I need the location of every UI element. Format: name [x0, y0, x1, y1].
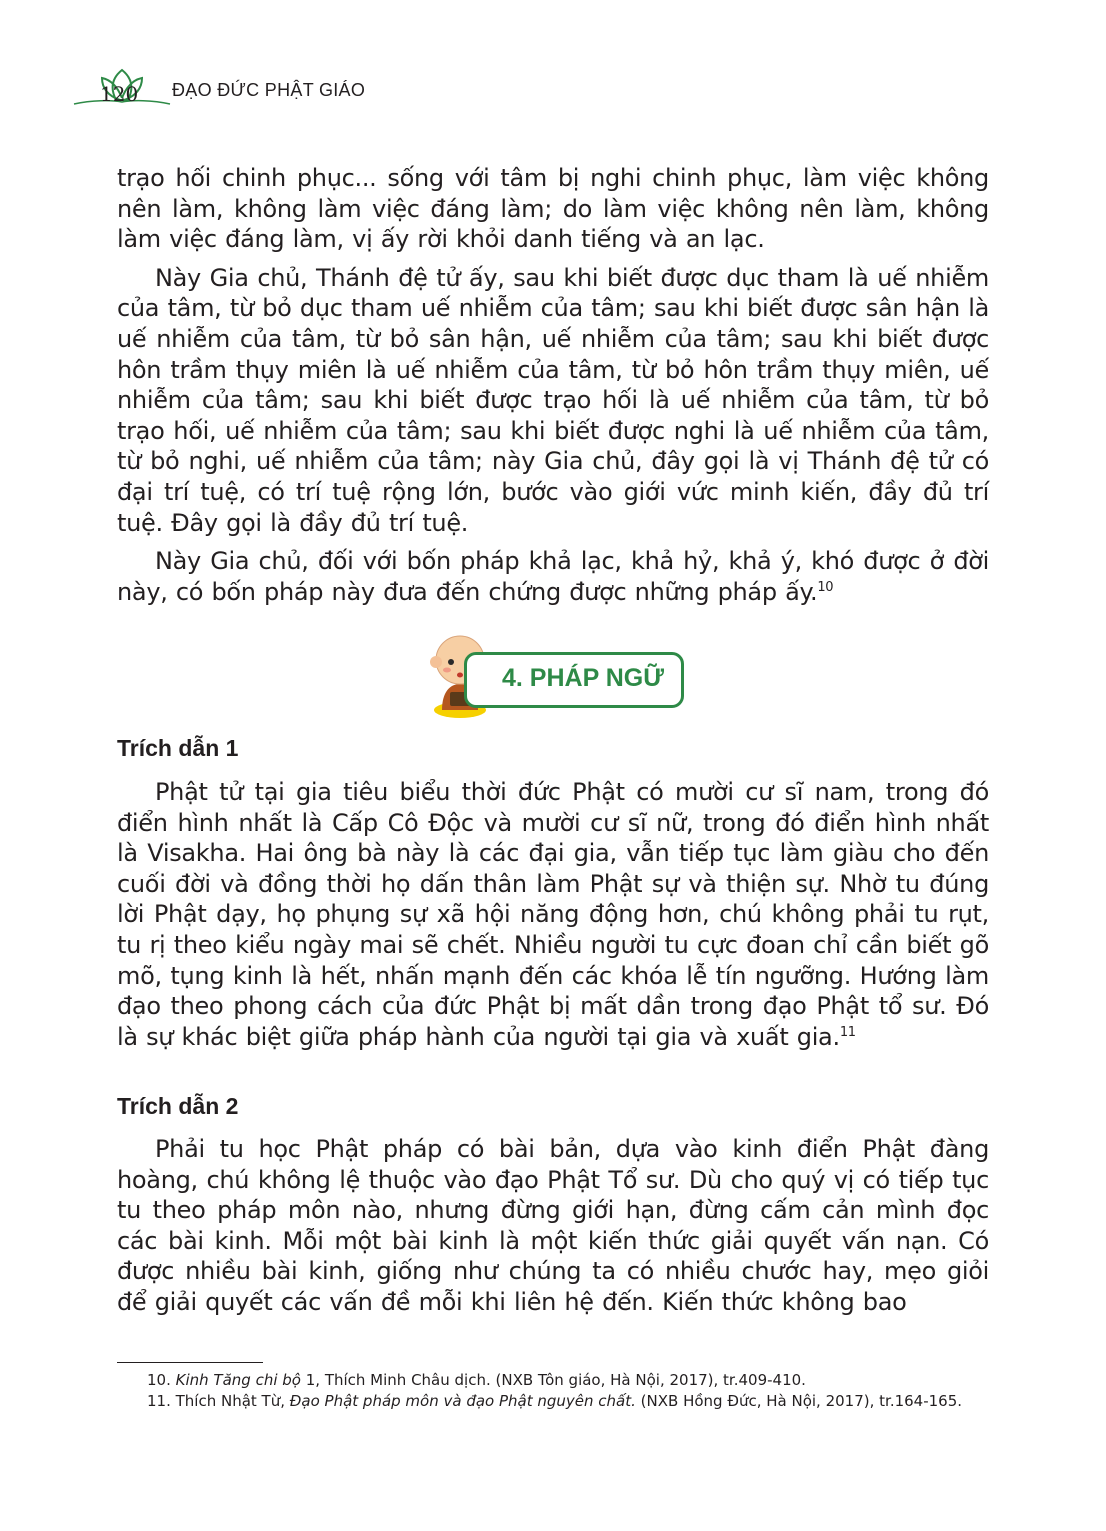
footnotes: [117, 1370, 989, 1412]
section-heading-label: 4. PHÁP NGỮ: [502, 664, 664, 692]
page-header: [72, 66, 402, 116]
quote-1-block: [117, 777, 989, 1052]
footnote-10: [117, 1370, 989, 1391]
section-heading-badge: [420, 622, 690, 722]
footnote-author: Thích Nhật Từ,: [170, 1392, 290, 1410]
running-title: ĐẠO ĐỨC PHẬT GIÁO: [172, 80, 366, 100]
footnote-divider: [117, 1362, 263, 1363]
footnote-number: 11.: [147, 1392, 171, 1410]
page-number: 120: [100, 82, 139, 106]
footnote-ref: 11: [839, 1024, 856, 1040]
footnote-number: 10.: [147, 1371, 171, 1389]
quote-heading-2: Trích dẫn 2: [117, 1093, 239, 1119]
paragraph-text: Phật tử tại gia tiêu biểu thời đức Phật có mười cư sĩ nam, trong đó điển hình nhất là Cấp Cô Độc và mười cư sĩ nữ, trong đó điển hình nhất là Visakha. Hai ông bà này là các đại gia, vẫn tiếp tục làm giàu cho đến cuối đời và đồng thời họ dấn thân làm Phật sự và thiện sự. Nhờ tu đúng lời Phật dạy, họ phụng sự xã hội năng động hơn, chú không phải tu rụt, tu rị theo kiểu ngày mai sẽ chết. Nhiều người tu cực đoan chỉ cần biết gõ mõ, tụng kinh là hết, nhấn mạnh đến các khóa lễ tín ngưỡng. Hướng làm đạo theo phong cách của đức Phật bị mất dần trong đạo Phật tổ sư. Đó là sự khác biệt giữa pháp hành của người tại gia và xuất gia.: [117, 778, 989, 1051]
footnote-title: Đạo Phật pháp môn và đạo Phật nguyên chất.: [289, 1392, 636, 1410]
footnote-text: 1, Thích Minh Châu dịch. (NXB Tôn giáo, Hà Nội, 2017), tr.409-410.: [300, 1371, 806, 1389]
footnote-text: (NXB Hồng Đức, Hà Nội, 2017), tr.164-165.: [635, 1392, 963, 1410]
quote-heading-1: Trích dẫn 1: [117, 735, 239, 761]
quote-2-block: [117, 1134, 989, 1318]
footnote-11: [117, 1391, 989, 1412]
paragraph: [117, 777, 989, 1052]
paragraph: Phải tu học Phật pháp có bài bản, dựa vào kinh điển Phật đàng hoàng, chú không lệ thuộc vào đạo Phật Tổ sư. Dù cho quý vị có tiếp tục tu theo pháp môn nào, nhưng đừng giới hạn, đừng cấm cản mình đọc các bài kinh. Mỗi một bài kinh là một kiến thức giải quyết vấn nạn. Có được nhiều bài kinh, giống như chúng ta có nhiều chước hay, mẹo giỏi để giải quyết các vấn đề mỗi khi liên hệ đến. Kiến thức không bao: [117, 1135, 989, 1316]
body-text-block: [117, 163, 989, 607]
paragraph: [117, 546, 989, 607]
footnote-title: Kinh Tăng chi bộ: [175, 1371, 301, 1389]
paragraph: Này Gia chủ, Thánh đệ tử ấy, sau khi biết được dục tham là uế nhiễm của tâm, từ bỏ dục tham uế nhiễm của tâm; sau khi biết được sân hận là uế nhiễm của tâm, từ bỏ sân hận, uế nhiễm của tâm; sau khi biết được hôn trầm thụy miên là uế nhiễm của tâm, từ bỏ hôn trầm thụy miên, uế nhiễm của tâm; sau khi biết được trạo hối là uế nhiễm của tâm, từ bỏ trạo hối, uế nhiễm của tâm; sau khi biết được nghi là uế nhiễm của tâm, từ bỏ nghi, uế nhiễm của tâm; này Gia chủ, đây gọi là vị Thánh đệ tử có đại trí tuệ, có trí tuệ rộng lớn, bước vào giới vức minh kiến, đầy đủ trí tuệ. Đây gọi là đầy đủ trí tuệ.: [117, 263, 989, 537]
section-heading-box: [464, 652, 684, 708]
footnote-ref: 10: [817, 579, 834, 595]
paragraph: trạo hối chinh phục... sống với tâm bị nghi chinh phục, làm việc không nên làm, không làm việc đáng làm; do làm việc không nên làm, không làm việc đáng làm, vị ấy rời khỏi danh tiếng và an lạc.: [117, 164, 989, 254]
paragraph-text: Này Gia chủ, đối với bốn pháp khả lạc, khả hỷ, khả ý, khó được ở đời này, có bốn pháp này đưa đến chứng được những pháp ấy.: [117, 547, 989, 606]
